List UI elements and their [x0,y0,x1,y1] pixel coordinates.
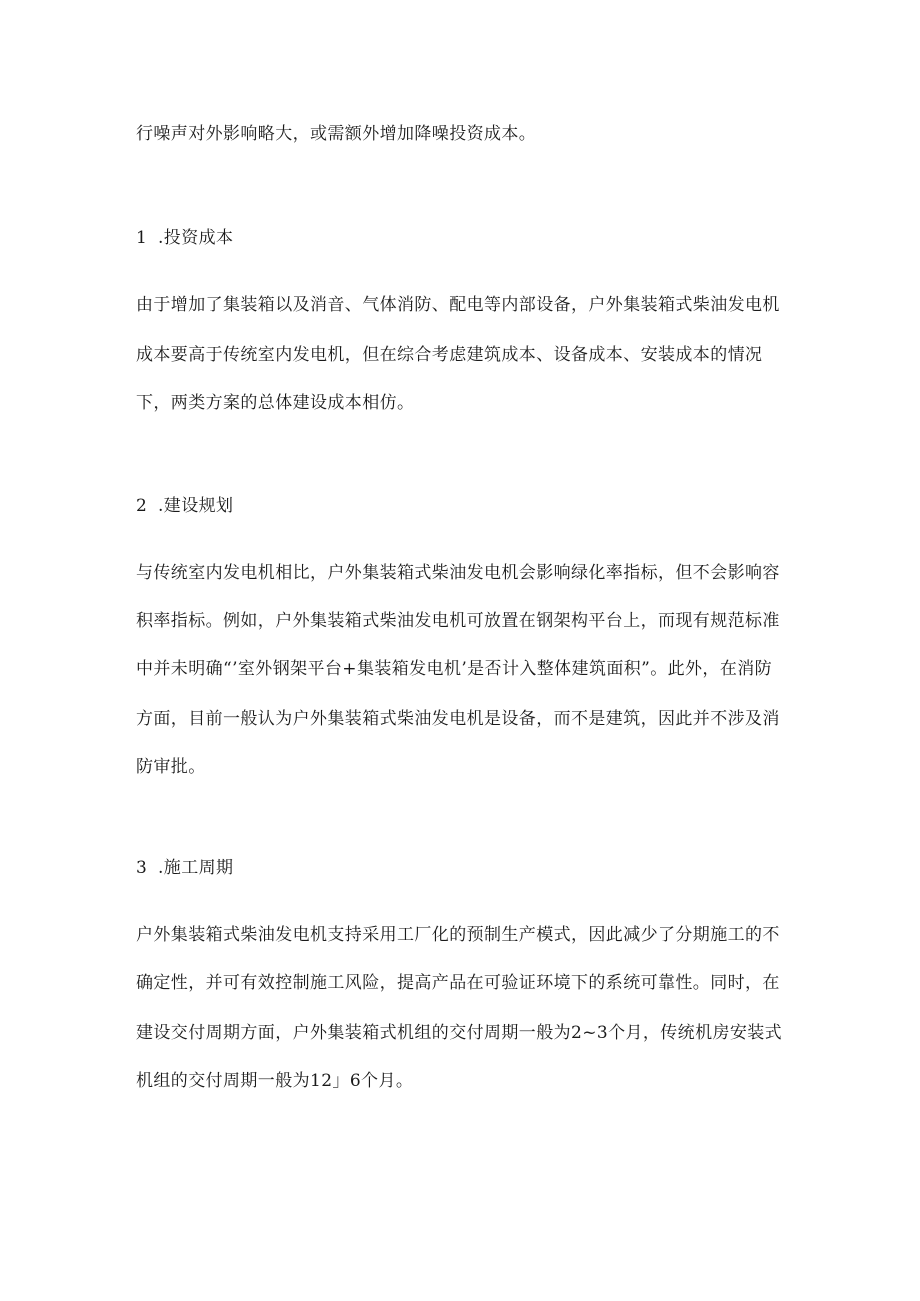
section-3-title: .施工周期 [158,858,234,878]
section-1-line-2: 成本要高于传统室内发电机，但在综合考虑建筑成本、设备成本、安装成本的情况 [136,345,763,365]
intro-paragraph: 行噪声对外影响略大，或需额外增加降噪投资成本。 [136,124,537,144]
section-1-line-1: 由于增加了集装箱以及消音、气体消防、配电等内部设备，户外集装箱式柴油发电机 [136,295,780,315]
section-2-line-4: 方面，目前一般认为户外集装箱式柴油发电机是设备，而不是建筑，因此并不涉及消 [136,709,780,729]
section-2-line-3: 中并未明确“’室外钢架平台+集装箱发电机’是否计入整体建筑面积”。此外，在消防 [136,659,773,679]
section-1-title: .投资成本 [158,228,234,248]
section-3-line-3: 建设交付周期方面，户外集装箱式机组的交付周期一般为2~3个月，传统机房安装式 [136,1023,783,1043]
section-3-line-4: 机组的交付周期一般为12」6个月。 [136,1071,414,1091]
section-1-number: 1 [136,228,148,248]
section-2-line-5: 防审批。 [136,757,206,777]
section-2-title: .建设规划 [158,496,234,516]
section-3-number: 3 [136,858,148,878]
section-2-heading [136,496,233,516]
section-1-heading [136,228,233,248]
section-3-line-1: 户外集装箱式柴油发电机支持采用工厂化的预制生产模式，因此减少了分期施工的不 [136,925,780,945]
section-2-line-1: 与传统室内发电机相比，户外集装箱式柴油发电机会影响绿化率指标，但不会影响容 [136,563,780,583]
section-1-line-3: 下，两类方案的总体建设成本相仿。 [136,393,415,413]
section-2-number: 2 [136,496,148,516]
section-3-line-2: 确定性，并可有效控制施工风险，提高产品在可验证环境下的系统可靠性。同时，在 [136,973,780,993]
section-3-heading [136,858,233,878]
section-2-line-2: 积率指标。例如，户外集装箱式柴油发电机可放置在钢架构平台上，而现有规范标准 [136,611,780,631]
